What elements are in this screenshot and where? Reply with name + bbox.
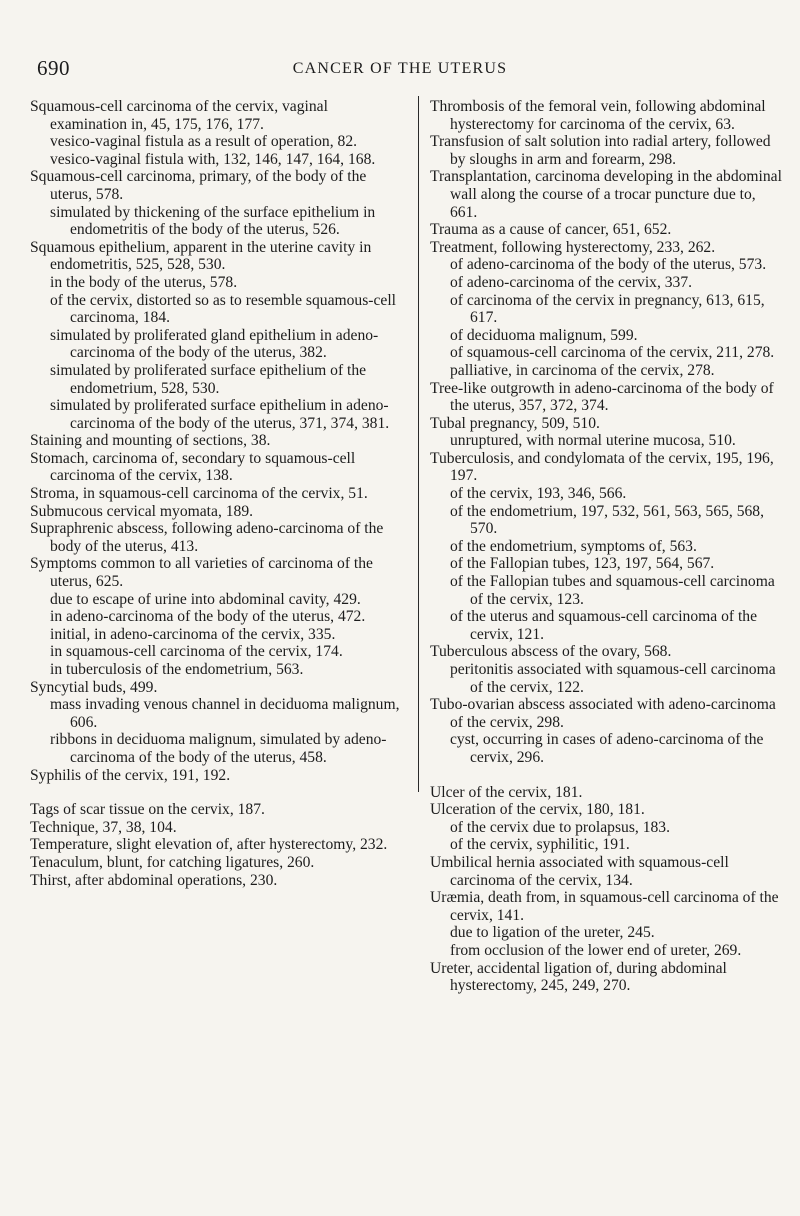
index-entry: Squamous epithelium, apparent in the uterine cavity in endometritis, 525, 528, 530.	[30, 238, 372, 274]
index-entry: Syphilis of the cervix, 191, 192.	[30, 766, 231, 784]
index-entry: Temperature, slight elevation of, after hysterectomy, 232.	[30, 836, 388, 854]
index-subentry: due to escape of urine into abdominal cavity, 429.	[50, 590, 361, 608]
index-subentry: of adeno-carcinoma of the cervix, 337.	[450, 273, 693, 291]
index-entry: Transfusion of salt solution into radial artery, followed by sloughs in arm and forearm, 298.	[430, 133, 771, 168]
index-entry: Uræmia, death from, in squamous-cell carcinoma of the cervix, 141.	[430, 889, 779, 924]
index-subentry: in tuberculosis of the endometrium, 563.	[50, 661, 304, 678]
index-subentry: palliative, in carcinoma of the cervix, 278.	[450, 361, 715, 379]
index-subentry: in squamous-cell carcinoma of the cervix, 174.	[50, 643, 343, 661]
index-entry: Tuberculous abscess of the ovary, 568.	[430, 643, 672, 661]
index-entry: Tree-like outgrowth in adeno-carcinoma of the body of the uterus, 357, 372, 374.	[430, 379, 774, 415]
index-entry: Syncytial buds, 499.	[30, 678, 158, 696]
index-subentry: unruptured, with normal uterine mucosa, 510.	[450, 432, 736, 450]
index-subentry: of squamous-cell carcinoma of the cervix, 211, 278.	[450, 344, 775, 362]
index-subentry: ribbons in deciduoma malignum, simulated by adeno-carcinoma of the body of the uterus, 458.	[50, 731, 387, 766]
index-subentry: of the Fallopian tubes, 123, 197, 564, 567.	[450, 555, 715, 573]
index-subentry: of the endometrium, 197, 532, 561, 563, 565, 568, 570.	[450, 502, 765, 538]
index-subentry: due to ligation of the ureter, 245.	[450, 924, 655, 942]
index-subentry: vesico-vaginal fistula with, 132, 146, 147, 164, 168.	[50, 150, 376, 168]
page-number: 690	[37, 56, 70, 80]
index-column-right	[430, 98, 786, 995]
index-subentry: of deciduoma malignum, 599.	[450, 326, 638, 344]
index-subentry: of the cervix due to prolapsus, 183.	[450, 818, 670, 836]
index-subentry: simulated by proliferated surface epithelium of the endometrium, 528, 530.	[50, 361, 367, 397]
index-subentry: mass invading venous channel in deciduoma malignum, 606.	[50, 696, 400, 731]
index-entry: Treatment, following hysterectomy, 233, 262.	[430, 238, 716, 256]
index-entry: Tags of scar tissue on the cervix, 187.	[30, 801, 265, 819]
index-entry: Ulceration of the cervix, 180, 181.	[430, 801, 645, 819]
index-subentry: of the cervix, syphilitic, 191.	[450, 836, 630, 854]
index-column-left	[30, 98, 400, 889]
index-entry: Stroma, in squamous-cell carcinoma of the cervix, 51.	[30, 485, 368, 503]
column-divider	[418, 96, 419, 792]
index-entry: Squamous-cell carcinoma of the cervix, vaginal examination in, 45, 175, 176, 177.	[30, 98, 328, 133]
index-subentry: simulated by proliferated surface epithelium in adeno-carcinoma of the body of the uterus, 371, 374, 381.	[50, 397, 390, 432]
index-subentry: initial, in adeno-carcinoma of the cervix, 335.	[50, 625, 336, 643]
index-subentry: of the cervix, distorted so as to resemble squamous-cell carcinoma, 184.	[50, 291, 397, 327]
index-entry: Symptoms common to all varieties of carcinoma of the uterus, 625.	[30, 555, 373, 591]
index-subentry: of adeno-carcinoma of the body of the uterus, 573.	[450, 256, 767, 274]
index-subentry: of the cervix, 193, 346, 566.	[450, 485, 627, 503]
index-entry: Stomach, carcinoma of, secondary to squamous-cell carcinoma of the cervix, 138.	[30, 449, 356, 485]
index-subentry: of the uterus and squamous-cell carcinoma of the cervix, 121.	[450, 608, 758, 643]
index-subentry: of the endometrium, symptoms of, 563.	[450, 537, 697, 555]
index-subentry: simulated by proliferated gland epithelium in adeno-carcinoma of the body of the uterus, 382.	[50, 326, 379, 362]
index-entry: Tubo-ovarian abscess associated with adeno-carcinoma of the cervix, 298.	[430, 696, 776, 731]
index-subentry: from occlusion of the lower end of ureter, 269.	[450, 941, 742, 959]
index-entry: Technique, 37, 38, 104.	[30, 818, 177, 836]
index-entry: Tenaculum, blunt, for catching ligatures, 260.	[30, 853, 315, 871]
index-subentry: in the body of the uterus, 578.	[50, 273, 238, 291]
index-entry: Ureter, accidental ligation of, during abdominal hysterectomy, 245, 249, 270.	[430, 959, 727, 995]
index-subentry: peritonitis associated with squamous-cell carcinoma of the cervix, 122.	[450, 661, 776, 696]
index-entry: Umbilical hernia associated with squamous-cell carcinoma of the cervix, 134.	[430, 853, 729, 889]
index-subentry: cyst, occurring in cases of adeno-carcinoma of the cervix, 296.	[450, 731, 764, 766]
index-entry: Ulcer of the cervix, 181.	[430, 783, 583, 801]
index-entry: Squamous-cell carcinoma, primary, of the body of the uterus, 578.	[30, 168, 367, 203]
index-subentry: vesico-vaginal fistula as a result of operation, 82.	[50, 133, 358, 151]
index-entry: Tuberculosis, and condylomata of the cervix, 195, 196, 197.	[430, 449, 774, 485]
index-entry: Staining and mounting of sections, 38.	[30, 432, 271, 450]
index-subentry: of the Fallopian tubes and squamous-cell carcinoma of the cervix, 123.	[450, 573, 775, 608]
index-entry: Submucous cervical myomata, 189.	[30, 502, 254, 520]
index-entry: Thirst, after abdominal operations, 230.	[30, 871, 278, 889]
index-entry: Supraphrenic abscess, following adeno-carcinoma of the body of the uterus, 413.	[30, 520, 384, 555]
index-entry: Transplantation, carcinoma developing in the abdominal wall along the course of a trocar puncture due to, 661.	[430, 168, 782, 221]
index-subentry: simulated by thickening of the surface epithelium in endometritis of the body of the uterus, 526.	[50, 203, 376, 239]
index-subentry: in adeno-carcinoma of the body of the uterus, 472.	[50, 608, 366, 626]
index-entry: Tubal pregnancy, 509, 510.	[430, 414, 600, 432]
index-entry: Trauma as a cause of cancer, 651, 652.	[430, 221, 672, 239]
index-entry: Thrombosis of the femoral vein, following abdominal hysterectomy for carcinoma of the cervix, 63.	[430, 98, 766, 133]
index-subentry: of carcinoma of the cervix in pregnancy, 613, 615, 617.	[450, 291, 765, 327]
page-header	[0, 56, 800, 86]
running-head: CANCER OF THE UTERUS	[292, 60, 508, 77]
